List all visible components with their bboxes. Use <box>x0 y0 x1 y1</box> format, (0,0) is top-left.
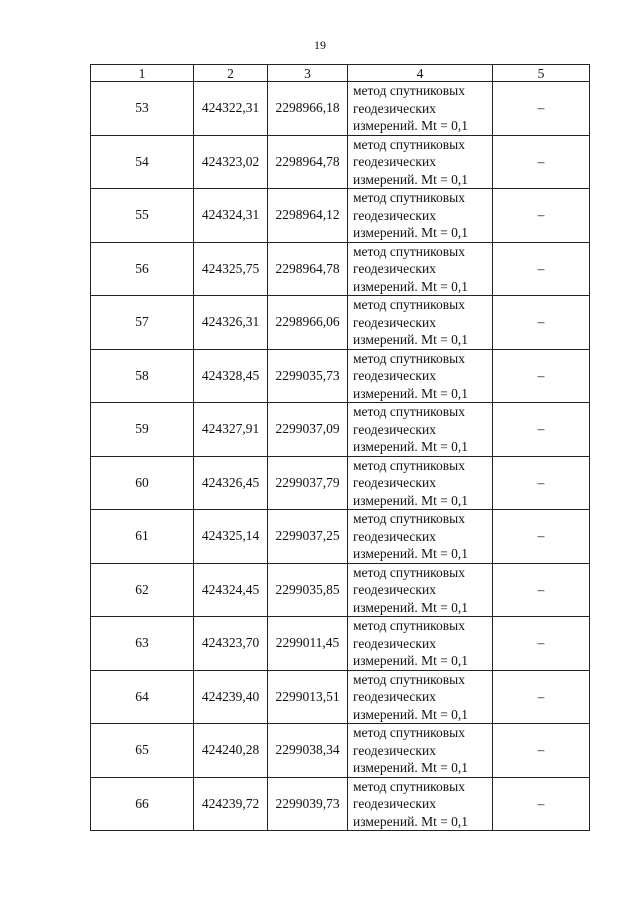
method-cell <box>348 510 493 564</box>
point-number-cell: 53 <box>91 82 194 136</box>
note-cell: – <box>493 82 590 136</box>
method-line: метод спутниковых <box>353 190 465 205</box>
method-line: измерений. Mt = 0,1 <box>353 385 469 401</box>
note-cell: – <box>493 135 590 189</box>
method-line: метод спутниковых <box>353 778 465 794</box>
coordinate-x-cell: 424240,28 <box>194 724 268 778</box>
method-line: геодезических <box>353 100 436 116</box>
method-cell <box>348 296 493 350</box>
method-line: метод спутниковых <box>353 618 465 633</box>
method-line: измерений. Mt = 0,1 <box>353 171 469 187</box>
header-cell: 1 <box>91 65 194 82</box>
coordinate-y-cell: 2299035,73 <box>268 349 348 403</box>
note-cell: – <box>493 510 590 564</box>
note-cell: – <box>493 296 590 350</box>
table-row <box>91 242 590 296</box>
table-row <box>91 670 590 724</box>
coordinates-table <box>90 64 590 831</box>
method-cell <box>348 777 493 831</box>
coordinate-y-cell: 2299038,34 <box>268 724 348 778</box>
table-body <box>91 82 590 831</box>
method-line: измерений. Mt = 0,1 <box>353 706 469 722</box>
method-cell <box>348 670 493 724</box>
method-line: геодезических <box>353 261 436 276</box>
method-line: геодезических <box>353 796 436 811</box>
header-cell: 3 <box>268 65 348 82</box>
coordinate-y-cell: 2299039,73 <box>268 777 348 831</box>
coordinate-y-cell: 2298964,78 <box>268 135 348 189</box>
method-line: измерений. Mt = 0,1 <box>353 118 469 133</box>
coordinate-y-cell: 2298966,18 <box>268 82 348 136</box>
point-number-cell: 56 <box>91 242 194 296</box>
table-row <box>91 296 590 350</box>
point-number-cell: 62 <box>91 563 194 617</box>
method-cell <box>348 617 493 671</box>
coordinate-x-cell: 424326,31 <box>194 296 268 350</box>
method-line: метод спутниковых <box>353 511 465 526</box>
note-cell: – <box>493 403 590 457</box>
table-row <box>91 135 590 189</box>
method-line: метод спутниковых <box>353 297 465 312</box>
method-line: измерений. Mt = 0,1 <box>353 653 469 668</box>
method-line: измерений. Mt = 0,1 <box>353 278 469 294</box>
method-line: измерений. Mt = 0,1 <box>353 492 469 508</box>
method-line: измерений. Mt = 0,1 <box>353 439 469 454</box>
table-row <box>91 563 590 617</box>
method-line: измерений. Mt = 0,1 <box>353 599 469 615</box>
method-line: измерений. Mt = 0,1 <box>353 225 469 240</box>
coordinate-x-cell: 424325,14 <box>194 510 268 564</box>
method-cell <box>348 403 493 457</box>
method-line: метод спутниковых <box>353 671 465 687</box>
method-line: метод спутниковых <box>353 404 465 419</box>
header-cell: 5 <box>493 65 590 82</box>
table-row <box>91 510 590 564</box>
coordinate-y-cell: 2299037,79 <box>268 456 348 510</box>
method-line: геодезических <box>353 368 436 383</box>
method-line: геодезических <box>353 421 436 437</box>
method-line: метод спутниковых <box>353 457 465 473</box>
note-cell: – <box>493 349 590 403</box>
header-cell: 2 <box>194 65 268 82</box>
method-cell <box>348 135 493 189</box>
table-row <box>91 777 590 831</box>
coordinate-x-cell: 424328,45 <box>194 349 268 403</box>
table-row <box>91 403 590 457</box>
coordinate-y-cell: 2299037,25 <box>268 510 348 564</box>
table-row <box>91 82 590 136</box>
coordinate-y-cell: 2299037,09 <box>268 403 348 457</box>
point-number-cell: 65 <box>91 724 194 778</box>
point-number-cell: 60 <box>91 456 194 510</box>
coordinate-x-cell: 424323,02 <box>194 135 268 189</box>
coordinate-x-cell: 424322,31 <box>194 82 268 136</box>
method-line: измерений. Mt = 0,1 <box>353 546 469 561</box>
method-cell <box>348 242 493 296</box>
point-number-cell: 61 <box>91 510 194 564</box>
method-cell <box>348 456 493 510</box>
method-cell <box>348 82 493 136</box>
note-cell: – <box>493 617 590 671</box>
table-row <box>91 617 590 671</box>
coordinate-x-cell: 424324,31 <box>194 189 268 243</box>
method-line: геодезических <box>353 582 436 597</box>
method-line: измерений. Mt = 0,1 <box>353 760 469 775</box>
coordinate-y-cell: 2299013,51 <box>268 670 348 724</box>
method-line: геодезических <box>353 742 436 758</box>
coordinate-x-cell: 424324,45 <box>194 563 268 617</box>
method-line: геодезических <box>353 689 436 704</box>
coordinate-x-cell: 424323,70 <box>194 617 268 671</box>
coordinate-x-cell: 424239,72 <box>194 777 268 831</box>
point-number-cell: 59 <box>91 403 194 457</box>
method-cell <box>348 349 493 403</box>
table-row <box>91 189 590 243</box>
note-cell: – <box>493 777 590 831</box>
point-number-cell: 63 <box>91 617 194 671</box>
method-cell <box>348 189 493 243</box>
method-line: геодезических <box>353 154 436 169</box>
page-number: 19 <box>314 38 326 52</box>
note-cell: – <box>493 670 590 724</box>
point-number-cell: 66 <box>91 777 194 831</box>
method-line: геодезических <box>353 475 436 490</box>
coordinate-y-cell: 2298966,06 <box>268 296 348 350</box>
coordinate-x-cell: 424239,40 <box>194 670 268 724</box>
point-number-cell: 54 <box>91 135 194 189</box>
table-row <box>91 456 590 510</box>
table-row <box>91 349 590 403</box>
method-line: метод спутниковых <box>353 136 465 152</box>
method-line: геодезических <box>353 207 436 223</box>
method-line: метод спутниковых <box>353 83 465 98</box>
coordinate-y-cell: 2298964,78 <box>268 242 348 296</box>
method-line: измерений. Mt = 0,1 <box>353 813 469 829</box>
coordinate-x-cell: 424325,75 <box>194 242 268 296</box>
method-line: метод спутниковых <box>353 243 465 259</box>
coordinate-y-cell: 2299011,45 <box>268 617 348 671</box>
method-line: геодезических <box>353 314 436 330</box>
method-line: метод спутниковых <box>353 350 465 366</box>
point-number-cell: 55 <box>91 189 194 243</box>
method-line: метод спутниковых <box>353 725 465 740</box>
note-cell: – <box>493 563 590 617</box>
note-cell: – <box>493 724 590 778</box>
point-number-cell: 58 <box>91 349 194 403</box>
method-cell <box>348 724 493 778</box>
table-row <box>91 724 590 778</box>
note-cell: – <box>493 189 590 243</box>
method-cell <box>348 563 493 617</box>
note-cell: – <box>493 456 590 510</box>
point-number-cell: 64 <box>91 670 194 724</box>
header-cell: 4 <box>348 65 493 82</box>
method-line: метод спутниковых <box>353 564 465 580</box>
coordinate-y-cell: 2298964,12 <box>268 189 348 243</box>
point-number-cell: 57 <box>91 296 194 350</box>
coordinate-x-cell: 424326,45 <box>194 456 268 510</box>
coordinate-x-cell: 424327,91 <box>194 403 268 457</box>
method-line: геодезических <box>353 635 436 651</box>
method-line: измерений. Mt = 0,1 <box>353 332 469 347</box>
table-header-row <box>91 65 590 82</box>
coordinate-y-cell: 2299035,85 <box>268 563 348 617</box>
method-line: геодезических <box>353 528 436 544</box>
note-cell: – <box>493 242 590 296</box>
